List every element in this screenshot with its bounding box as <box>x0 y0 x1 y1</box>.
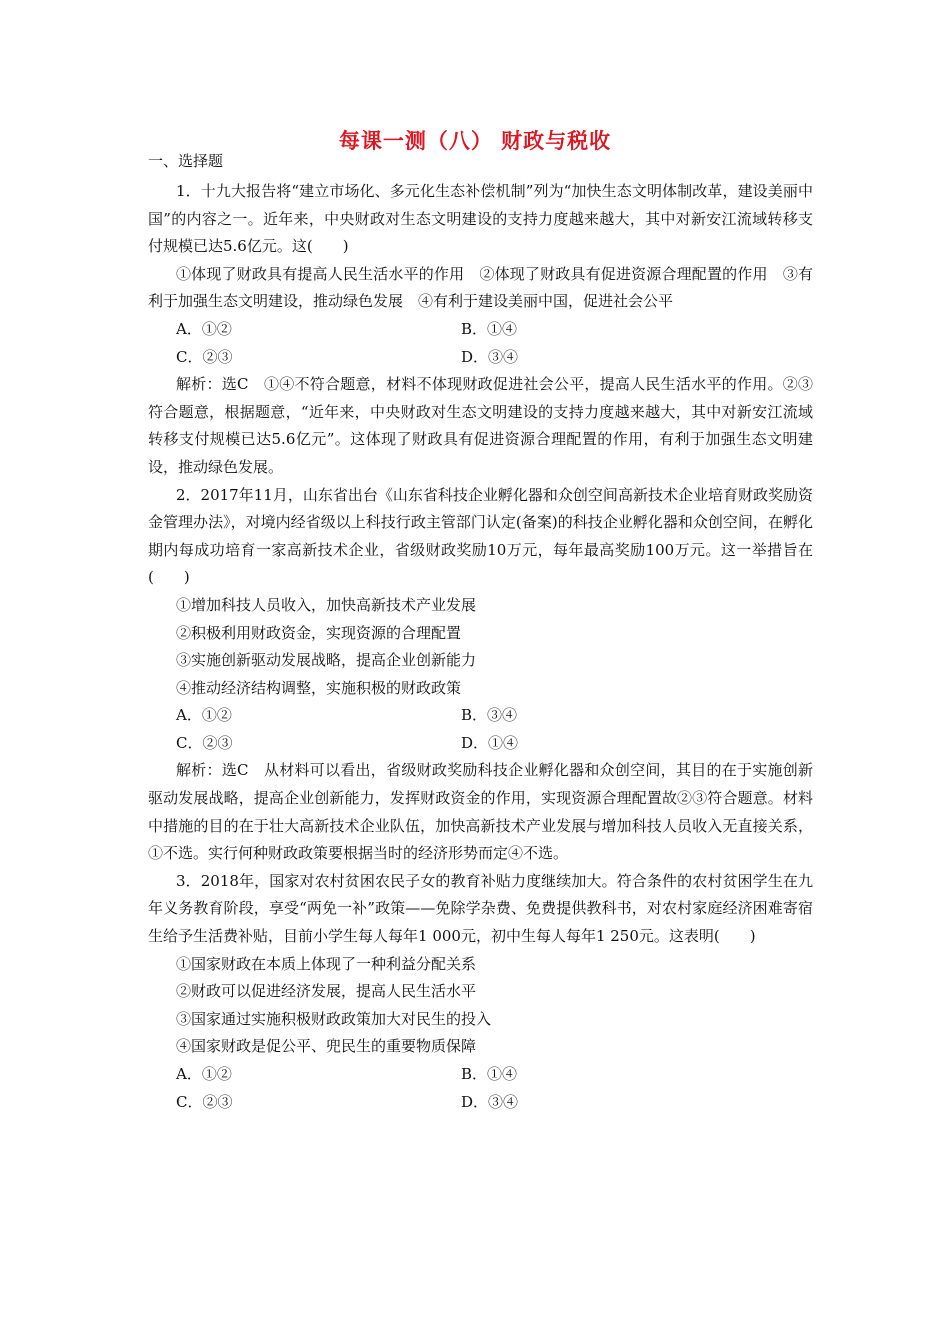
choice-b: B．①④ <box>461 1065 518 1083</box>
question-1-items: ①体现了财政具有提高人民生活水平的作用 ②体现了财政具有促进资源合理配置的作用 ③有利于加强生态文明建设，推动绿色发展 ④有利于建设美丽中国，促进社会公平 <box>148 264 813 311</box>
choice-c: C．②③ <box>176 347 233 366</box>
question-2-choices-row-2 <box>148 730 813 758</box>
question-3-choices-row-1 <box>148 1061 813 1089</box>
question-1-choices-row-1 <box>148 316 813 344</box>
question-2-item: ③实施创新驱动发展战略，提高企业创新能力 <box>176 651 477 670</box>
section-heading: 一、选择题 <box>148 152 224 170</box>
choice-a: A．①② <box>176 1065 232 1083</box>
choice-c: C．②③ <box>176 1092 233 1111</box>
question-3-item: ③国家通过实施积极财政政策加大对民生的投入 <box>176 1009 492 1028</box>
question-list <box>148 178 813 1116</box>
question-1-analysis: 解析：选C ①④不符合题意，材料不体现财政促进社会公平，提高人民生活水平的作用。②③符合题意，根据题意，“近年来，中央财政对生态文明建设的支持力度越来越大，其中对新安江流域转移支付规模已达5.6亿元”。这体现了财政具有促进资源合理配置的作用，有利于加强生态文明建设，推动绿色发展。 <box>148 375 813 476</box>
question-2-choices-row-1 <box>148 702 813 730</box>
choice-d: D．③④ <box>461 1092 519 1111</box>
question-1-choices-row-2 <box>148 344 813 372</box>
question-2-item: ①增加科技人员收入，加快高新技术产业发展 <box>176 595 477 614</box>
question-2-analysis: 解析：选C 从材料可以看出，省级财政奖励科技企业孵化器和众创空间，其目的在于实施创新驱动发展战略，提高企业创新能力，发挥财政资金的作用，实现资源合理配置故②③符合题意。材料中措施的目的在于壮大高新技术企业队伍，加快高新技术产业发展与增加科技人员收入无直接关系，①不选。实行何种财政政策要根据当时的经济形势而定④不选。 <box>148 761 813 863</box>
question-3-choices-row-2 <box>148 1089 813 1117</box>
question-2-stem: 2．2017年11月，山东省出台《山东省科技企业孵化器和众创空间高新技术企业培育财政奖励资金管理办法》，对境内经省级以上科技行政主管部门认定(备案)的科技企业孵化器和众创空间，在孵化期内每成功培育一家高新技术企业，省级财政奖励10万元，每年最高奖励100万元。这一举措旨在( ) <box>148 485 813 587</box>
choice-b: B．①④ <box>461 319 518 338</box>
question-3-item: ②财政可以促进经济发展，提高人民生活水平 <box>176 982 477 1001</box>
choice-a: A．①② <box>176 706 232 725</box>
question-1-stem: 1．十九大报告将“建立市场化、多元化生态补偿机制”列为“加快生态文明体制改革，建设美丽中国”的内容之一。近年来，中央财政对生态文明建设的支持力度越来越大，其中对新安江流域转移支付规模已达5.6亿元。这( ) <box>148 182 813 256</box>
page-title: 每课一测（八） 财政与税收 <box>338 129 612 153</box>
choice-d: D．③④ <box>461 347 519 366</box>
choice-a: A．①② <box>176 319 232 338</box>
question-2-item: ②积极利用财政资金，实现资源的合理配置 <box>176 623 462 642</box>
question-3-stem: 3．2018年，国家对农村贫困农民子女的教育补贴力度继续加大。符合条件的农村贫困学生在九年义务教育阶段，享受“两免一补”政策——免除学杂费、免费提供教科书，对农村家庭经济困难寄宿生给予生活费补贴，目前小学生每人每年1 000元，初中生每人每年1 250元。这表明( ) <box>148 871 813 946</box>
question-2-item: ④推动经济结构调整，实施积极的财政政策 <box>176 678 462 697</box>
choice-d: D．①④ <box>461 733 519 752</box>
choice-c: C．②③ <box>176 733 233 752</box>
question-3-item: ④国家财政是促公平、兜民生的重要物质保障 <box>176 1037 477 1056</box>
question-3-item: ①国家财政在本质上体现了一种利益分配关系 <box>176 954 477 973</box>
choice-b: B．③④ <box>461 706 518 725</box>
